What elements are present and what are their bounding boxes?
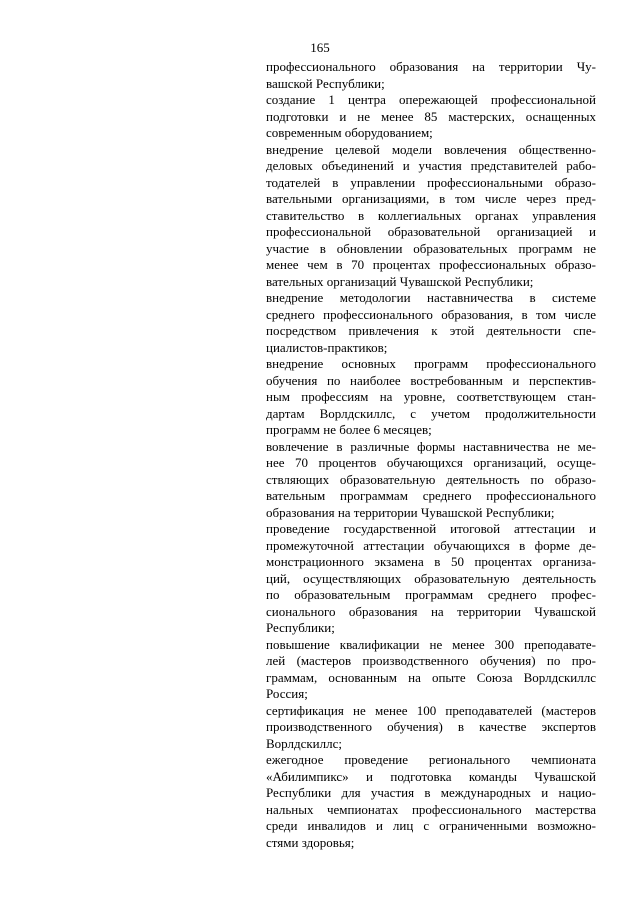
text-line: ствляющих образовательную деятельность по образо- bbox=[266, 471, 596, 487]
text-line: деловых объединений и участия представителей рабо- bbox=[266, 158, 596, 173]
text-line: участие в обновлении образовательных программ не bbox=[266, 240, 596, 256]
text-line: повышение квалификации не менее 300 преподавате- bbox=[266, 636, 596, 652]
page-number: 165 bbox=[310, 40, 330, 55]
text-line: Республики для участия в международных и нацио- bbox=[266, 785, 596, 800]
text-line: образования на территории Чувашской Республики; bbox=[266, 504, 555, 520]
text-line: программ не более 6 месяцев; bbox=[266, 422, 432, 437]
text-line: нее 70 процентов обучающихся организаций, осуще- bbox=[266, 455, 596, 470]
text-line: подготовки и не менее 85 мастерских, оснащенных bbox=[266, 108, 596, 124]
text-line: монстрационного экзамена в 50 процентах организа- bbox=[266, 554, 596, 569]
text-line: менее чем в 70 процентах профессиональных образо- bbox=[266, 257, 596, 272]
text-line: ставительство в коллегиальных органах управления bbox=[266, 207, 596, 223]
text-line: производственного обучения) в качестве экспертов bbox=[266, 719, 596, 734]
text-line: сертификация не менее 100 преподавателей (мастеров bbox=[266, 702, 596, 718]
list-paragraph bbox=[266, 752, 596, 851]
text-line: вовлечение в различные формы наставничества не ме- bbox=[266, 438, 596, 454]
text-line: «Абилимпикс» и подготовка команды Чувашской bbox=[266, 768, 596, 784]
text-line: среди инвалидов и лиц с ограниченными возможно- bbox=[266, 818, 596, 833]
text-line: Ворлдскиллс; bbox=[266, 735, 343, 751]
text-line: сионального образования на территории Чувашской bbox=[266, 603, 596, 619]
text-line: нальных чемпионатах профессионального мастерства bbox=[266, 801, 596, 817]
text-line: граммам, основанным на опыте Союза Ворлдскиллс bbox=[266, 669, 596, 685]
list-paragraph bbox=[266, 142, 596, 291]
text-line: дартам Ворлдскиллс, с учетом продолжительности bbox=[266, 405, 596, 421]
text-line: стями здоровья; bbox=[266, 834, 355, 850]
text-line: среднего профессионального образования, в том числе bbox=[266, 306, 596, 322]
text-line: внедрение основных программ профессионального bbox=[266, 356, 596, 371]
list-paragraph bbox=[266, 439, 596, 522]
list-paragraph bbox=[266, 92, 596, 142]
text-line: вательным программам среднего профессионального bbox=[266, 488, 596, 503]
list-paragraph bbox=[266, 356, 596, 439]
list-paragraph bbox=[266, 637, 596, 703]
text-line: циалистов-практиков; bbox=[266, 339, 388, 355]
text-line: профессиональной образовательной организацией и bbox=[266, 224, 596, 239]
text-line: вательными организациями, в том числе через пред- bbox=[266, 191, 596, 206]
list-paragraph bbox=[266, 521, 596, 637]
text-line: Республики; bbox=[266, 620, 335, 635]
text-line: лей (мастеров производственного обучения) по про- bbox=[266, 653, 596, 668]
text-line: современным оборудованием; bbox=[266, 125, 433, 140]
document-body bbox=[266, 59, 596, 851]
text-line: внедрение целевой модели вовлечения общественно- bbox=[266, 141, 596, 157]
text-line: создание 1 центра опережающей профессиональной bbox=[266, 92, 596, 107]
text-line: ций, осуществляющих образовательную деятельность bbox=[266, 570, 596, 586]
text-line: вашской Республики; bbox=[266, 75, 385, 91]
text-line: тодателей в управлении профессиональными образо- bbox=[266, 174, 596, 190]
text-line: вательных организаций Чувашской Республики; bbox=[266, 273, 534, 289]
text-line: по образовательным программам среднего профес- bbox=[266, 587, 596, 602]
text-line: внедрение методологии наставничества в системе bbox=[266, 290, 596, 305]
text-line: обучения по наиболее востребованным и перспектив- bbox=[266, 372, 596, 388]
text-line: промежуточной аттестации обучающихся в форме де- bbox=[266, 537, 596, 553]
text-line: профессионального образования на территории Чу- bbox=[266, 59, 596, 74]
text-line: Россия; bbox=[266, 686, 308, 701]
text-line: ным профессиям на уровне, соответствующем стан- bbox=[266, 389, 596, 404]
list-paragraph bbox=[266, 703, 596, 753]
text-line: проведение государственной итоговой аттестации и bbox=[266, 521, 596, 536]
list-paragraph bbox=[266, 290, 596, 356]
text-line: посредством привлечения к этой деятельности спе- bbox=[266, 323, 596, 338]
list-paragraph bbox=[266, 59, 596, 92]
text-line: ежегодное проведение регионального чемпионата bbox=[266, 752, 596, 767]
